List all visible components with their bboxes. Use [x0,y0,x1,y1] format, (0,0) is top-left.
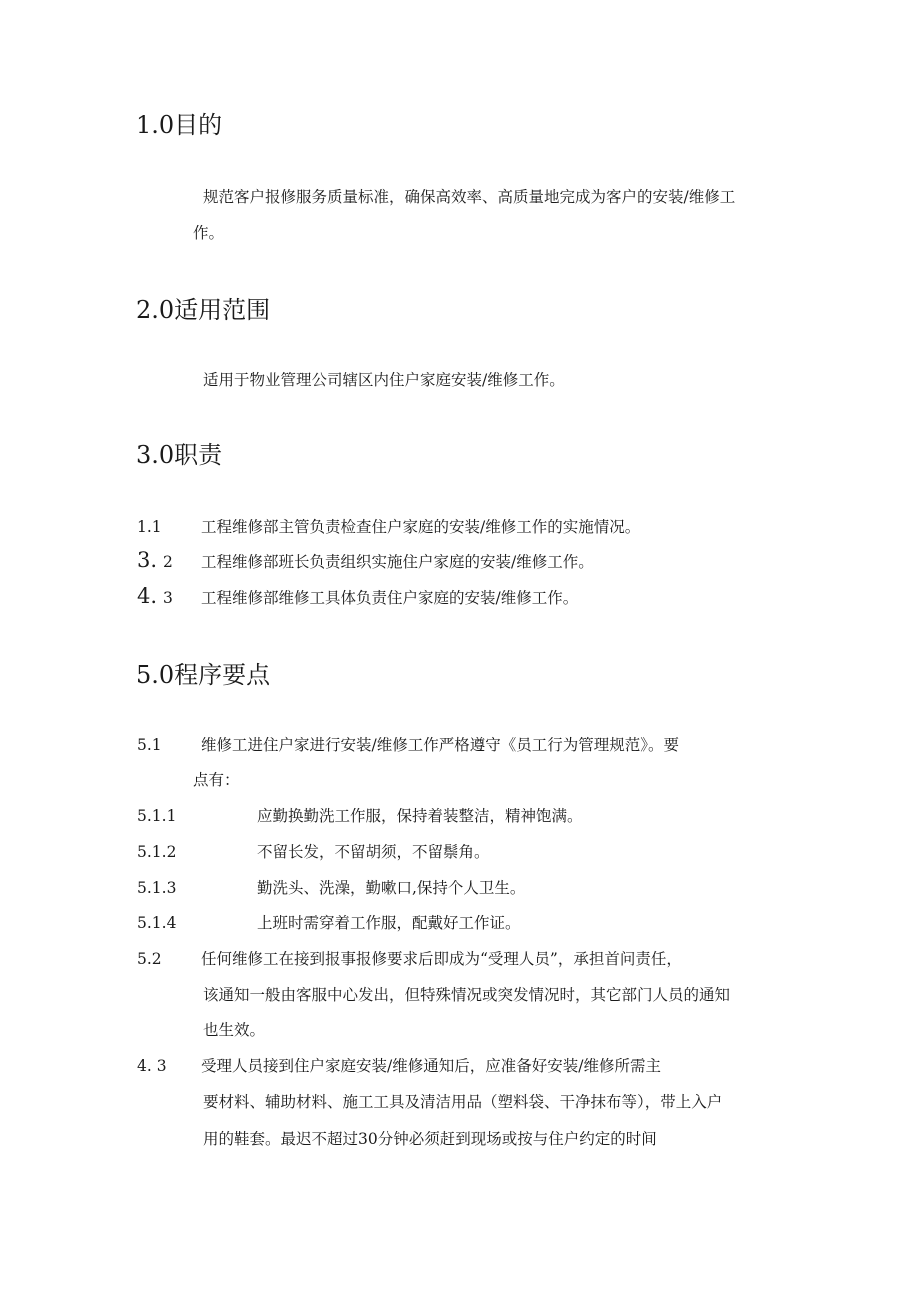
procedure-item-text-line1: 维修工进住户家进行安装/维修工作严格遵守《员工行为管理规范》。要 [201,736,679,754]
responsibility-text: 工程维修部维修工具体负责住户家庭的安装/维修工作。 [201,589,579,607]
section-heading-responsibilities: 3.0职责 [136,441,223,469]
responsibility-number-suffix: 2 [163,553,173,571]
sub-item-text: 上班时需穿着工作服，配戴好工作证。 [257,914,521,932]
responsibility-text: 工程维修部班长负责组织实施住户家庭的安装/维修工作。 [201,553,594,571]
sub-item-text: 勤洗头、洗澡，勤嗽口,保持个人卫生。 [257,879,526,897]
sub-item-number: 5.1.4 [137,914,177,932]
sub-item-text: 不留长发，不留胡须，不留鬃角。 [257,843,490,861]
responsibility-number: 4. [137,584,158,608]
sub-item-text: 应勤换勤洗工作服，保持着装整洁，精神饱满。 [257,807,583,825]
section-heading-procedure: 5.0程序要点 [136,661,271,689]
procedure-item-text-line1: 任何维修工在接到报事报修要求后即成为“受理人员”，承担首问责任， [201,950,682,968]
sub-item-number: 5.1.2 [137,843,177,861]
responsibility-number: 3. [137,548,158,572]
procedure-item-text-line3: 也生效。 [203,1021,266,1039]
procedure-item-text-line2: 该通知一般由客服中心发出，但特殊情况或突发情况时，其它部门人员的通知 [203,986,731,1004]
purpose-text-line1: 规范客户报修服务质量标准，确保高效率、高质量地完成为客户的安装/维修工 [203,188,736,206]
procedure-item-number: 5.2 [137,950,162,968]
scope-text: 适用于物业管理公司辖区内住户家庭安装/维修工作。 [203,371,565,389]
procedure-item-text-line3: 用的鞋套。最迟不超过30分钟必须赶到现场或按与住户约定的时间 [203,1130,657,1148]
responsibility-text: 工程维修部主管负责检查住户家庭的安装/维修工作的实施情况。 [201,518,641,536]
responsibility-number: 1.1 [137,518,162,536]
procedure-item-text-line2: 点有： [193,771,240,789]
section-heading-purpose: 1.0目的 [136,111,223,139]
procedure-item-number: 5.1 [137,736,162,754]
procedure-item-text-line2: 要材料、辅助材料、施工工具及清洁用品（塑料袋、干净抹布等），带上入户 [203,1093,723,1111]
responsibility-number-suffix: 3 [163,589,173,607]
sub-item-number: 5.1.3 [137,879,177,897]
sub-item-number: 5.1.1 [137,807,177,825]
section-heading-scope: 2.0适用范围 [136,296,271,324]
procedure-item-text-line1: 受理人员接到住户家庭安装/维修通知后，应准备好安装/维修所需主 [201,1057,661,1075]
purpose-text-line2: 作。 [193,224,225,242]
procedure-item-number: 4. 3 [137,1057,167,1075]
